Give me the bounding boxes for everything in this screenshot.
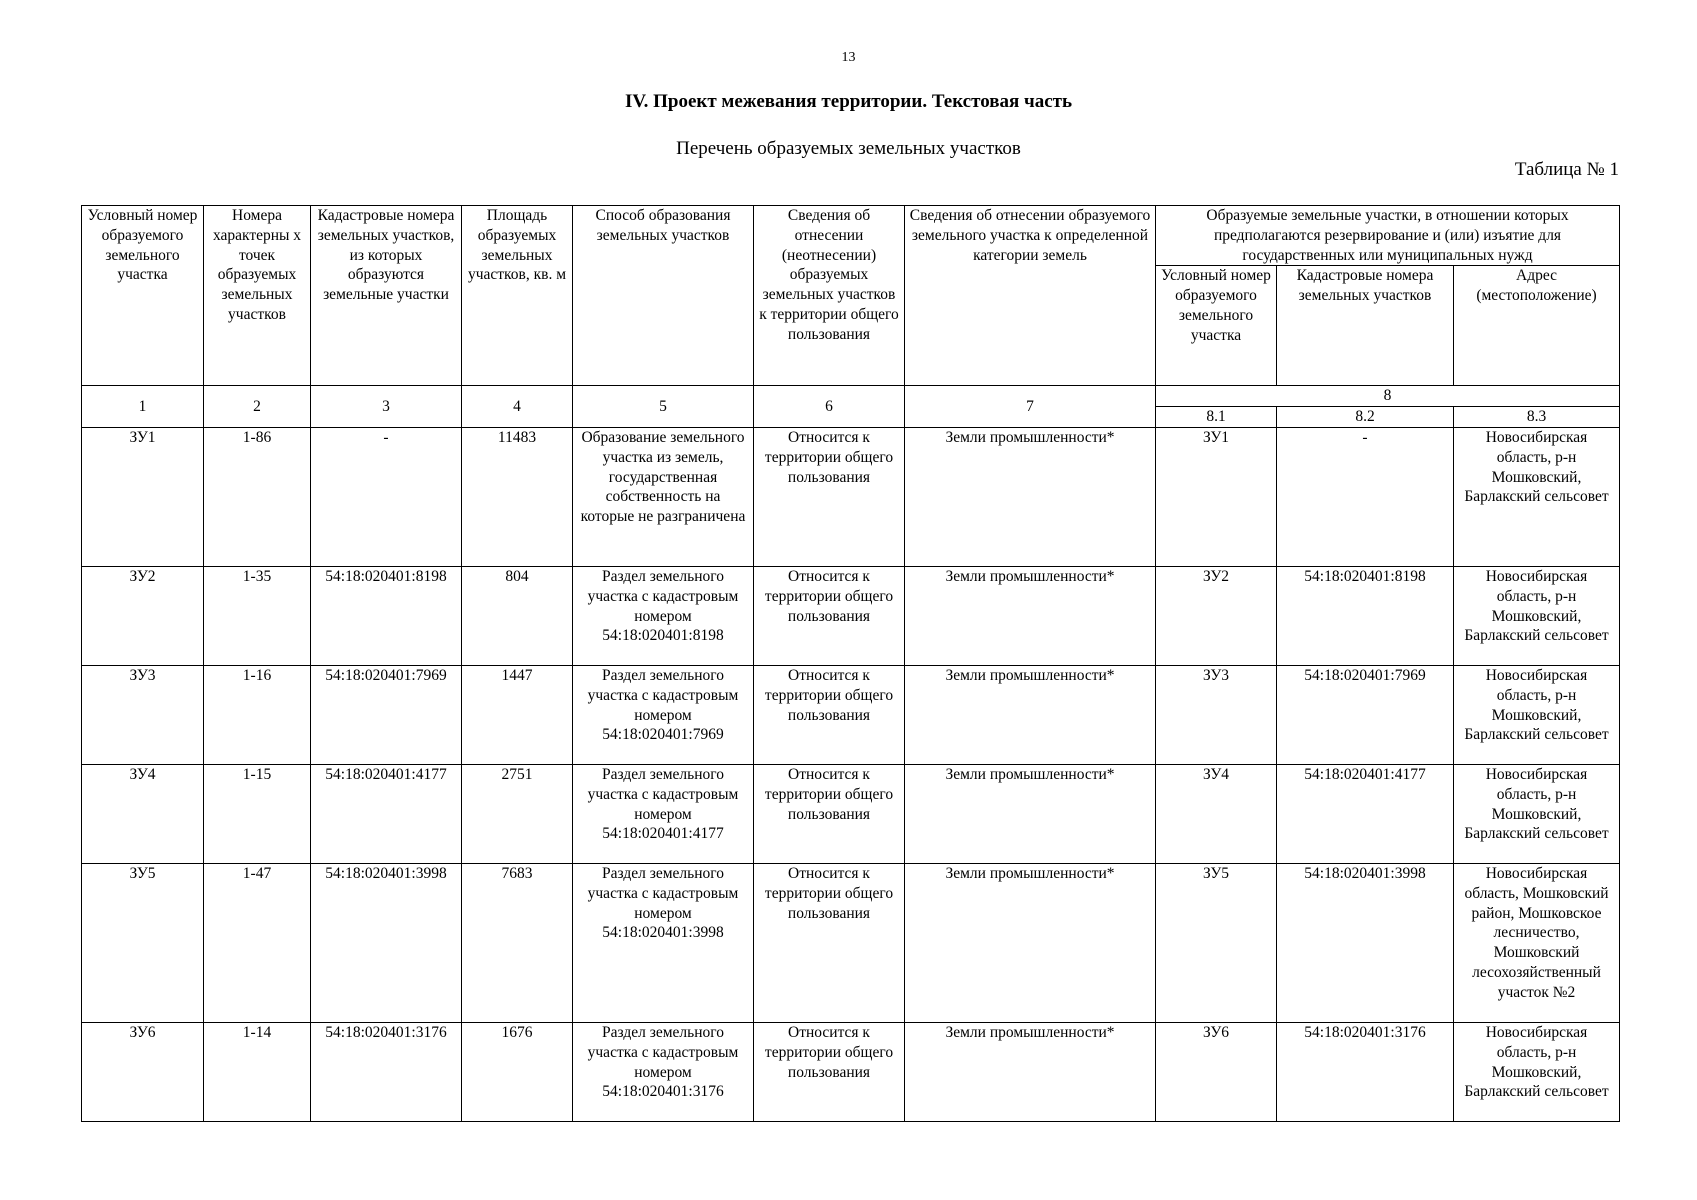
points-cell: 1-86 [204,427,311,566]
header-cell: Образуемые земельные участки, в отношении которых предполагаются резервирование и (или) изъятие для государственных или муниципальных нужд [1156,206,1620,266]
land-plots-table [81,205,1620,1122]
cadastral-cell: 54:18:020401:3998 [311,863,462,1022]
column-number: 2 [204,386,311,428]
column-number: 8.1 [1156,407,1277,428]
address-cell: Новосибирская область, р-н Мошковский, Барлакский сельсовет [1454,427,1620,566]
address-cell: Новосибирская область, Мошковский район, Мошковское лесничество, Мошковский лесохозяйственный участок №2 [1454,863,1620,1022]
address-cell: Новосибирская область, р-н Мошковский, Барлакский сельсовет [1454,665,1620,764]
address-cell: Новосибирская область, р-н Мошковский, Барлакский сельсовет [1454,1022,1620,1121]
reserved-id-cell: ЗУ6 [1156,1022,1277,1121]
public-cell: Относится к территории общего пользования [754,427,905,566]
column-number: 4 [462,386,573,428]
plot-id-cell: ЗУ5 [82,863,204,1022]
header-cell: Кадастровые номера земельных участков, из которых образуются земельные участки [311,206,462,386]
category-cell: Земли промышленности* [905,566,1156,665]
points-cell: 1-35 [204,566,311,665]
column-number: 8 [1156,386,1620,407]
reserved-cadastral-cell: - [1277,427,1454,566]
method-cell: Раздел земельного участка с кадастровым номером 54:18:020401:7969 [573,665,754,764]
points-cell: 1-16 [204,665,311,764]
address-cell: Новосибирская область, р-н Мошковский, Барлакский сельсовет [1454,764,1620,863]
plot-id-cell: ЗУ1 [82,427,204,566]
header-cell: Сведения об отнесении образуемого земельного участка к определенной категории земель [905,206,1156,386]
cadastral-cell: 54:18:020401:4177 [311,764,462,863]
cadastral-cell: 54:18:020401:7969 [311,665,462,764]
plot-id-cell: ЗУ4 [82,764,204,863]
category-cell: Земли промышленности* [905,665,1156,764]
method-cell: Образование земельного участка из земель, государственная собственность на которые не разграничена [573,427,754,566]
points-cell: 1-15 [204,764,311,863]
table-row [82,863,1620,1022]
column-number: 3 [311,386,462,428]
section-title: IV. Проект межевания территории. Текстовая часть [624,91,1073,112]
page-number: 13 [841,50,856,65]
category-cell: Земли промышленности* [905,863,1156,1022]
column-number: 7 [905,386,1156,428]
header-cell: Способ образования земельных участков [573,206,754,386]
header-cell: Адрес (местоположение) [1454,266,1620,386]
reserved-id-cell: ЗУ3 [1156,665,1277,764]
category-cell: Земли промышленности* [905,1022,1156,1121]
header-cell: Площадь образуемых земельных участков, кв. м [462,206,573,386]
header-cell: Условный номер образуемого земельного участка [1156,266,1277,386]
method-cell: Раздел земельного участка с кадастровым номером 54:18:020401:4177 [573,764,754,863]
reserved-cadastral-cell: 54:18:020401:8198 [1277,566,1454,665]
area-cell: 11483 [462,427,573,566]
area-cell: 804 [462,566,573,665]
points-cell: 1-14 [204,1022,311,1121]
points-cell: 1-47 [204,863,311,1022]
header-cell: Кадастровые номера земельных участков [1277,266,1454,386]
header-cell: Условный номер образуемого земельного участка [82,206,204,386]
column-number-row [82,386,1620,407]
reserved-cadastral-cell: 54:18:020401:3176 [1277,1022,1454,1121]
reserved-id-cell: ЗУ1 [1156,427,1277,566]
cadastral-cell: 54:18:020401:3176 [311,1022,462,1121]
table-row [82,665,1620,764]
plot-id-cell: ЗУ3 [82,665,204,764]
reserved-id-cell: ЗУ4 [1156,764,1277,863]
public-cell: Относится к территории общего пользования [754,566,905,665]
address-cell: Новосибирская область, р-н Мошковский, Барлакский сельсовет [1454,566,1620,665]
column-number: 6 [754,386,905,428]
public-cell: Относится к территории общего пользования [754,863,905,1022]
public-cell: Относится к территории общего пользования [754,1022,905,1121]
plot-id-cell: ЗУ2 [82,566,204,665]
header-row-1 [82,206,1620,266]
column-number: 1 [82,386,204,428]
public-cell: Относится к территории общего пользования [754,665,905,764]
reserved-cadastral-cell: 54:18:020401:3998 [1277,863,1454,1022]
column-number: 8.2 [1277,407,1454,428]
reserved-cadastral-cell: 54:18:020401:4177 [1277,764,1454,863]
reserved-id-cell: ЗУ5 [1156,863,1277,1022]
table-row [82,764,1620,863]
table-row [82,427,1620,566]
plot-id-cell: ЗУ6 [82,1022,204,1121]
method-cell: Раздел земельного участка с кадастровым номером 54:18:020401:3998 [573,863,754,1022]
table-label: Таблица № 1 [1514,159,1619,180]
table-row [82,1022,1620,1121]
reserved-id-cell: ЗУ2 [1156,566,1277,665]
cadastral-cell: - [311,427,462,566]
method-cell: Раздел земельного участка с кадастровым номером 54:18:020401:8198 [573,566,754,665]
table-subtitle: Перечень образуемых земельных участков [676,138,1021,159]
table-row [82,566,1620,665]
public-cell: Относится к территории общего пользования [754,764,905,863]
reserved-cadastral-cell: 54:18:020401:7969 [1277,665,1454,764]
column-number: 8.3 [1454,407,1620,428]
area-cell: 1447 [462,665,573,764]
cadastral-cell: 54:18:020401:8198 [311,566,462,665]
area-cell: 7683 [462,863,573,1022]
column-number: 5 [573,386,754,428]
category-cell: Земли промышленности* [905,427,1156,566]
header-cell: Сведения об отнесении (неотнесении) образуемых земельных участков к территории общего пользования [754,206,905,386]
area-cell: 1676 [462,1022,573,1121]
category-cell: Земли промышленности* [905,764,1156,863]
method-cell: Раздел земельного участка с кадастровым номером 54:18:020401:3176 [573,1022,754,1121]
area-cell: 2751 [462,764,573,863]
header-cell: Номера характерны х точек образуемых земельных участков [204,206,311,386]
